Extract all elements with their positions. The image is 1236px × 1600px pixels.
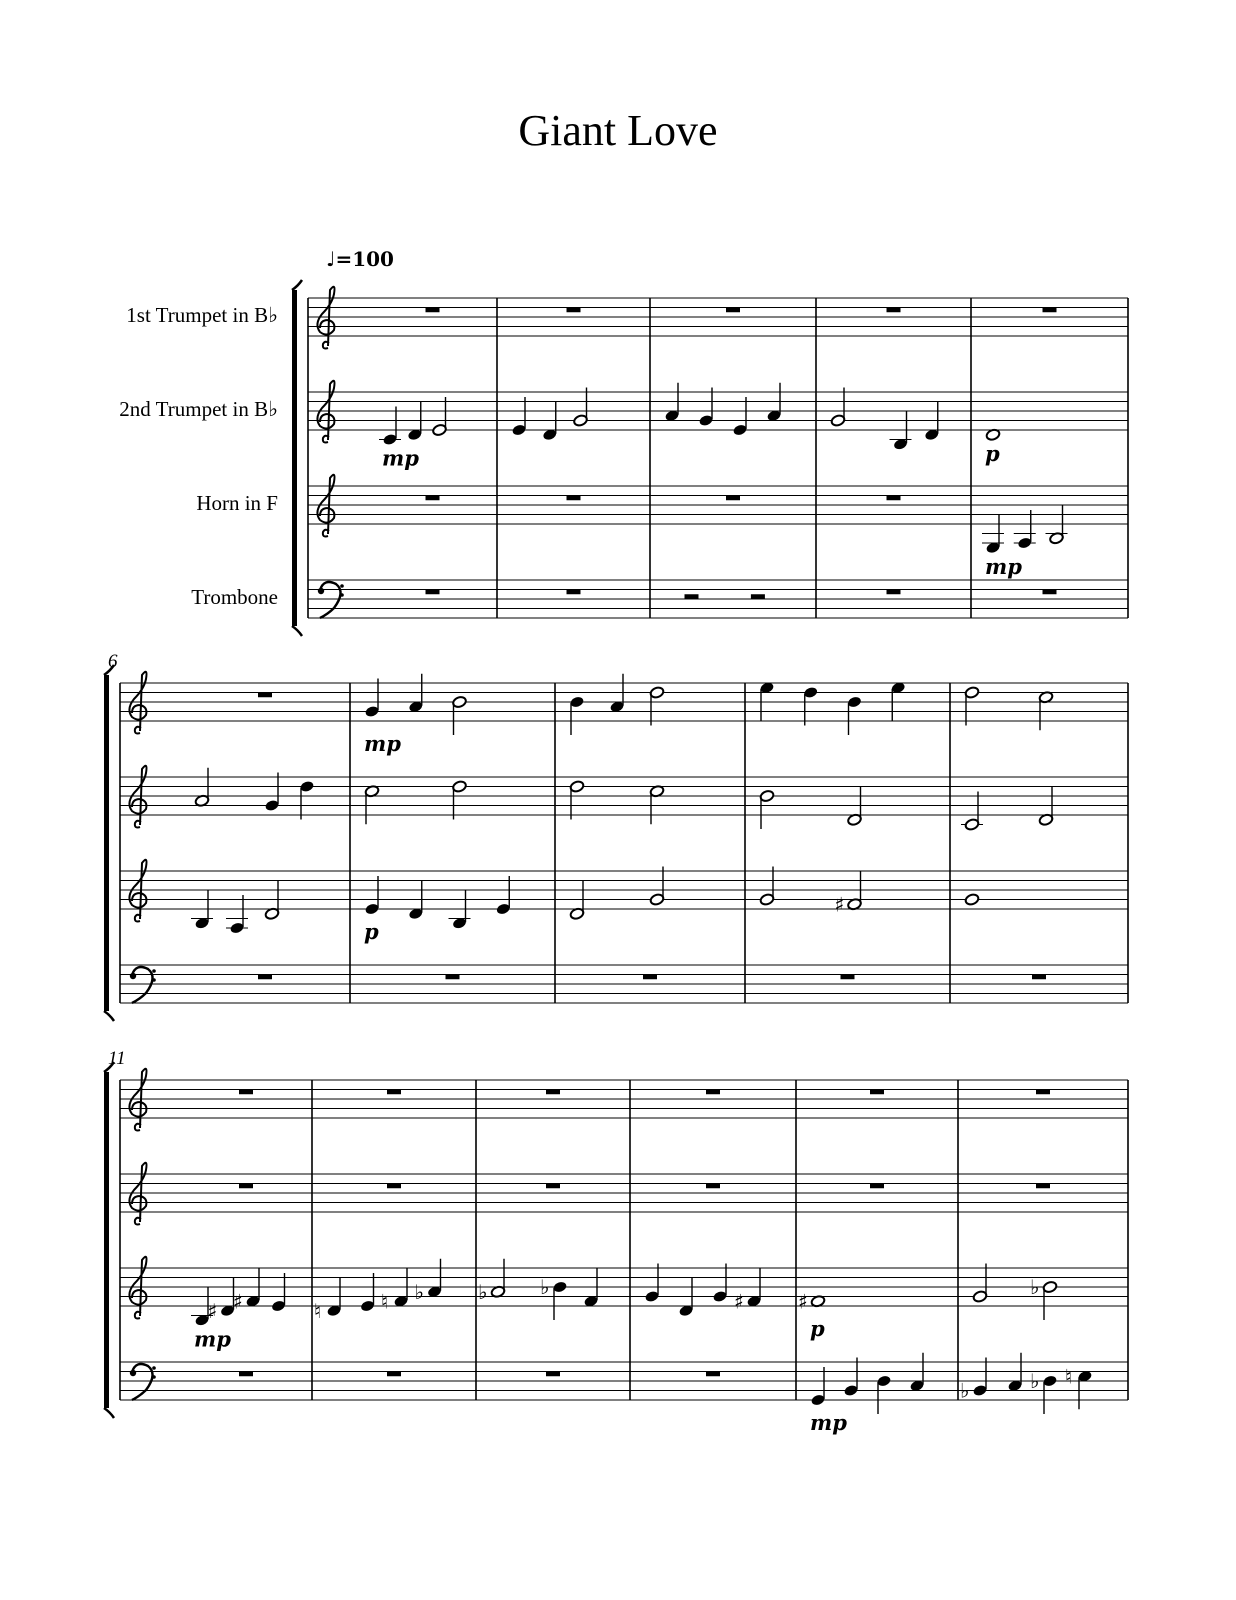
system-1 — [119, 247, 1128, 636]
tempo-value: =100 — [335, 247, 394, 271]
dynamic-marking: mp — [194, 1326, 231, 1352]
sharp-icon: ♯ — [207, 1298, 218, 1323]
bass-clef-dot — [130, 1370, 136, 1376]
bass-clef-dot — [152, 1375, 156, 1379]
whole-rest — [1032, 975, 1046, 980]
whole-rest — [567, 496, 581, 501]
treble-clef-icon — [129, 1163, 146, 1225]
whole-rest — [239, 1090, 253, 1095]
whole-rest — [387, 1372, 401, 1377]
instrument-label: Trombone — [191, 585, 278, 609]
whole-rest — [887, 308, 901, 313]
flat-icon: ♭ — [540, 1275, 550, 1299]
whole-rest — [706, 1372, 720, 1377]
measure-number: 11 — [108, 1048, 126, 1069]
bracket-bottom-hook — [292, 626, 302, 636]
tempo-marking — [326, 247, 394, 271]
half-rest — [685, 594, 699, 599]
whole-rest — [643, 975, 657, 980]
whole-rest — [887, 496, 901, 501]
whole-rest — [706, 1184, 720, 1189]
whole-rest — [1043, 590, 1057, 595]
bracket-bottom-hook — [104, 1011, 114, 1021]
whole-rest — [546, 1372, 560, 1377]
treble-clef-icon — [317, 475, 334, 537]
flat-icon: ♭ — [960, 1378, 970, 1403]
flat-icon: ♭ — [1030, 1275, 1040, 1299]
dynamic-marking: mp — [364, 731, 401, 756]
whole-rest — [567, 590, 581, 595]
whole-rest — [1043, 308, 1057, 313]
dynamic-marking: p — [985, 440, 1000, 466]
treble-clef-icon — [129, 766, 146, 828]
whole-rest — [726, 308, 740, 313]
system-bracket — [104, 675, 109, 1011]
whole-rest — [426, 496, 440, 501]
whole-rest — [870, 1090, 884, 1095]
bass-clef-dot — [340, 593, 344, 597]
whole-rest — [887, 590, 901, 595]
whole-rest — [258, 693, 272, 698]
dynamic-marking: p — [810, 1316, 825, 1341]
system-2 — [104, 651, 1128, 1021]
whole-rest — [387, 1090, 401, 1095]
treble-clef-icon — [129, 860, 146, 922]
whole-rest — [387, 1184, 401, 1189]
whole-rest — [726, 496, 740, 501]
bracket-bottom-hook — [104, 1408, 114, 1418]
natural-icon: ♮ — [1065, 1364, 1073, 1389]
system-3 — [104, 1048, 1128, 1435]
treble-clef-icon — [317, 287, 334, 349]
bass-clef-dot — [152, 1366, 156, 1370]
measure-number: 6 — [108, 651, 118, 672]
instrument-label: 2nd Trumpet in B♭ — [119, 397, 278, 421]
whole-rest — [426, 308, 440, 313]
flat-icon: ♭ — [414, 1279, 424, 1304]
whole-rest — [870, 1184, 884, 1189]
natural-icon: ♮ — [314, 1298, 322, 1323]
sharp-icon: ♯ — [798, 1289, 808, 1314]
whole-rest — [546, 1184, 560, 1189]
instrument-label: 1st Trumpet in B♭ — [126, 303, 278, 327]
bracket-top-hook — [292, 280, 302, 290]
bass-clef-shape — [132, 1364, 153, 1400]
natural-icon: ♮ — [381, 1289, 389, 1314]
dynamic-marking: p — [364, 919, 379, 944]
quarter-note-icon: ♩ — [326, 247, 336, 271]
flat-icon: ♭ — [478, 1279, 488, 1304]
bass-clef-dot — [152, 969, 156, 973]
treble-clef-icon — [317, 381, 334, 443]
bass-clef-shape — [132, 967, 153, 1003]
whole-rest — [239, 1372, 253, 1377]
sharp-icon: ♯ — [734, 1289, 744, 1314]
whole-rest — [1036, 1184, 1050, 1189]
system-bracket — [292, 290, 297, 626]
whole-rest — [239, 1184, 253, 1189]
whole-rest — [841, 975, 855, 980]
dynamic-marking: mp — [382, 445, 419, 471]
system-bracket — [104, 1072, 109, 1408]
bass-clef-dot — [130, 973, 136, 979]
treble-clef-icon — [129, 672, 146, 734]
whole-rest — [546, 1090, 560, 1095]
flat-icon: ♭ — [1030, 1369, 1040, 1393]
sharp-icon: ♯ — [834, 892, 845, 917]
sharp-icon: ♯ — [233, 1289, 243, 1314]
dynamic-marking: mp — [985, 553, 1022, 579]
whole-rest — [567, 308, 581, 313]
treble-clef-icon — [129, 1069, 146, 1131]
bass-clef-shape — [320, 582, 341, 618]
score-title: Giant Love — [518, 106, 718, 155]
treble-clef-icon — [129, 1257, 146, 1319]
instrument-label: Horn in F — [196, 491, 278, 515]
bass-clef-dot — [340, 584, 344, 588]
note-head — [964, 893, 979, 906]
dynamic-marking: mp — [810, 1410, 847, 1435]
whole-rest — [706, 1090, 720, 1095]
half-rest — [751, 594, 765, 599]
bass-clef-dot — [318, 588, 324, 594]
whole-rest — [1036, 1090, 1050, 1095]
whole-rest — [258, 975, 272, 980]
whole-rest — [446, 975, 460, 980]
bass-clef-dot — [152, 978, 156, 982]
whole-rest — [426, 590, 440, 595]
